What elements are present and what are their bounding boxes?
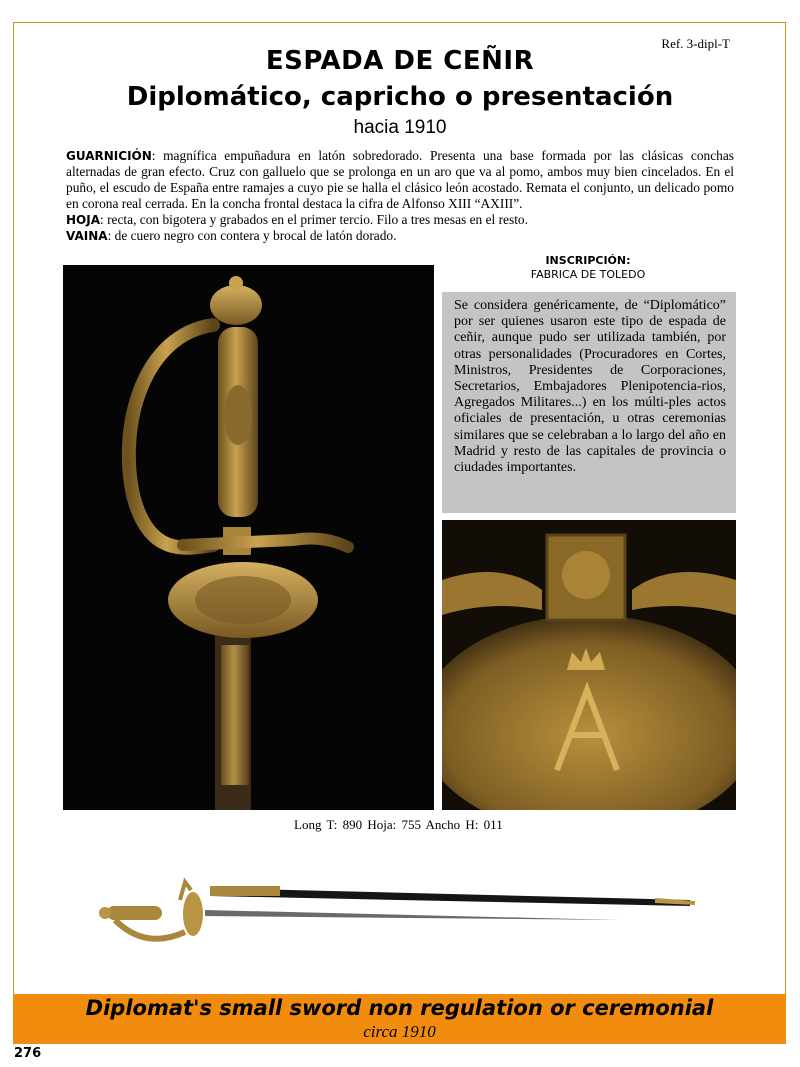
shell-detail-illustration xyxy=(442,520,736,810)
banner-subtitle: circa 1910 xyxy=(363,1022,436,1041)
hoja-paragraph xyxy=(66,212,734,228)
vaina-paragraph xyxy=(66,228,734,244)
page-number: 276 xyxy=(14,1046,42,1061)
guarnicion-label: GUARNICIÓN xyxy=(66,149,152,163)
guarnicion-text: : magnífica empuñadura en latón sobredorado. Presenta una base formada por las clásicas conchas alternadas de gran efecto. Cruz con galluelo que se prolonga en un aro que va al pomo, ambos muy bien cincelados. En el puño, el escudo de España entre ramajes a cuyo pie se halla el clásico león acostado. Remata el conjunto, un delicado pomo en corona real cerrada. En la concha frontal destaca la cifra de Alfonso XIII “AXIII”. xyxy=(66,148,734,211)
hoja-text: : recta, con bigotera y grabados en el primer tercio. Filo a tres mesas en el resto. xyxy=(100,212,528,227)
vaina-label: VAINA xyxy=(66,229,108,243)
shell-detail-photo xyxy=(442,520,736,810)
description-block xyxy=(66,148,734,244)
inscription-label: INSCRIPCIÓN: xyxy=(545,254,631,267)
page-date: hacia 1910 xyxy=(353,117,447,138)
page-title: ESPADA DE CEÑIR xyxy=(265,46,535,76)
hoja-label: HOJA xyxy=(66,213,100,227)
english-banner xyxy=(13,994,786,1044)
full-sword-illustration xyxy=(95,870,705,960)
reference-code: Ref. 3-dipl-T xyxy=(661,36,730,51)
guarnicion-paragraph xyxy=(66,148,734,212)
vaina-text: : de cuero negro con contera y brocal de latón dorado. xyxy=(107,228,397,243)
hilt-illustration xyxy=(63,265,434,810)
hilt-photo xyxy=(63,265,434,810)
page-subtitle: Diplomático, capricho o presentación xyxy=(126,82,674,112)
info-box xyxy=(442,292,736,513)
info-box-text: Se considera genéricamente, de “Diplomático” por ser quienes usaron este tipo de espada de ceñir, aunque pudo ser utilizada también, por otras personalidades (Procuradores en Cortes, Ministros, Presidentes de Corporaciones, Secretarios, Embajadores Plenipotencia-rios, Agregados Militares...) en los múlti-ples actos oficiales de presentación, u otras ceremonias similares que se celebraban a lo largo del año en Madrid y resto de las capitales de provincia o ciudades importantes. xyxy=(454,298,726,476)
full-sword-photo xyxy=(95,870,705,960)
banner-title: Diplomat's small sword non regulation or ceremonial xyxy=(85,996,714,1020)
inscription-value: FABRICA DE TOLEDO xyxy=(530,268,646,281)
dimensions-text: Long T: 890 Hoja: 755 Ancho H: 011 xyxy=(294,817,503,832)
